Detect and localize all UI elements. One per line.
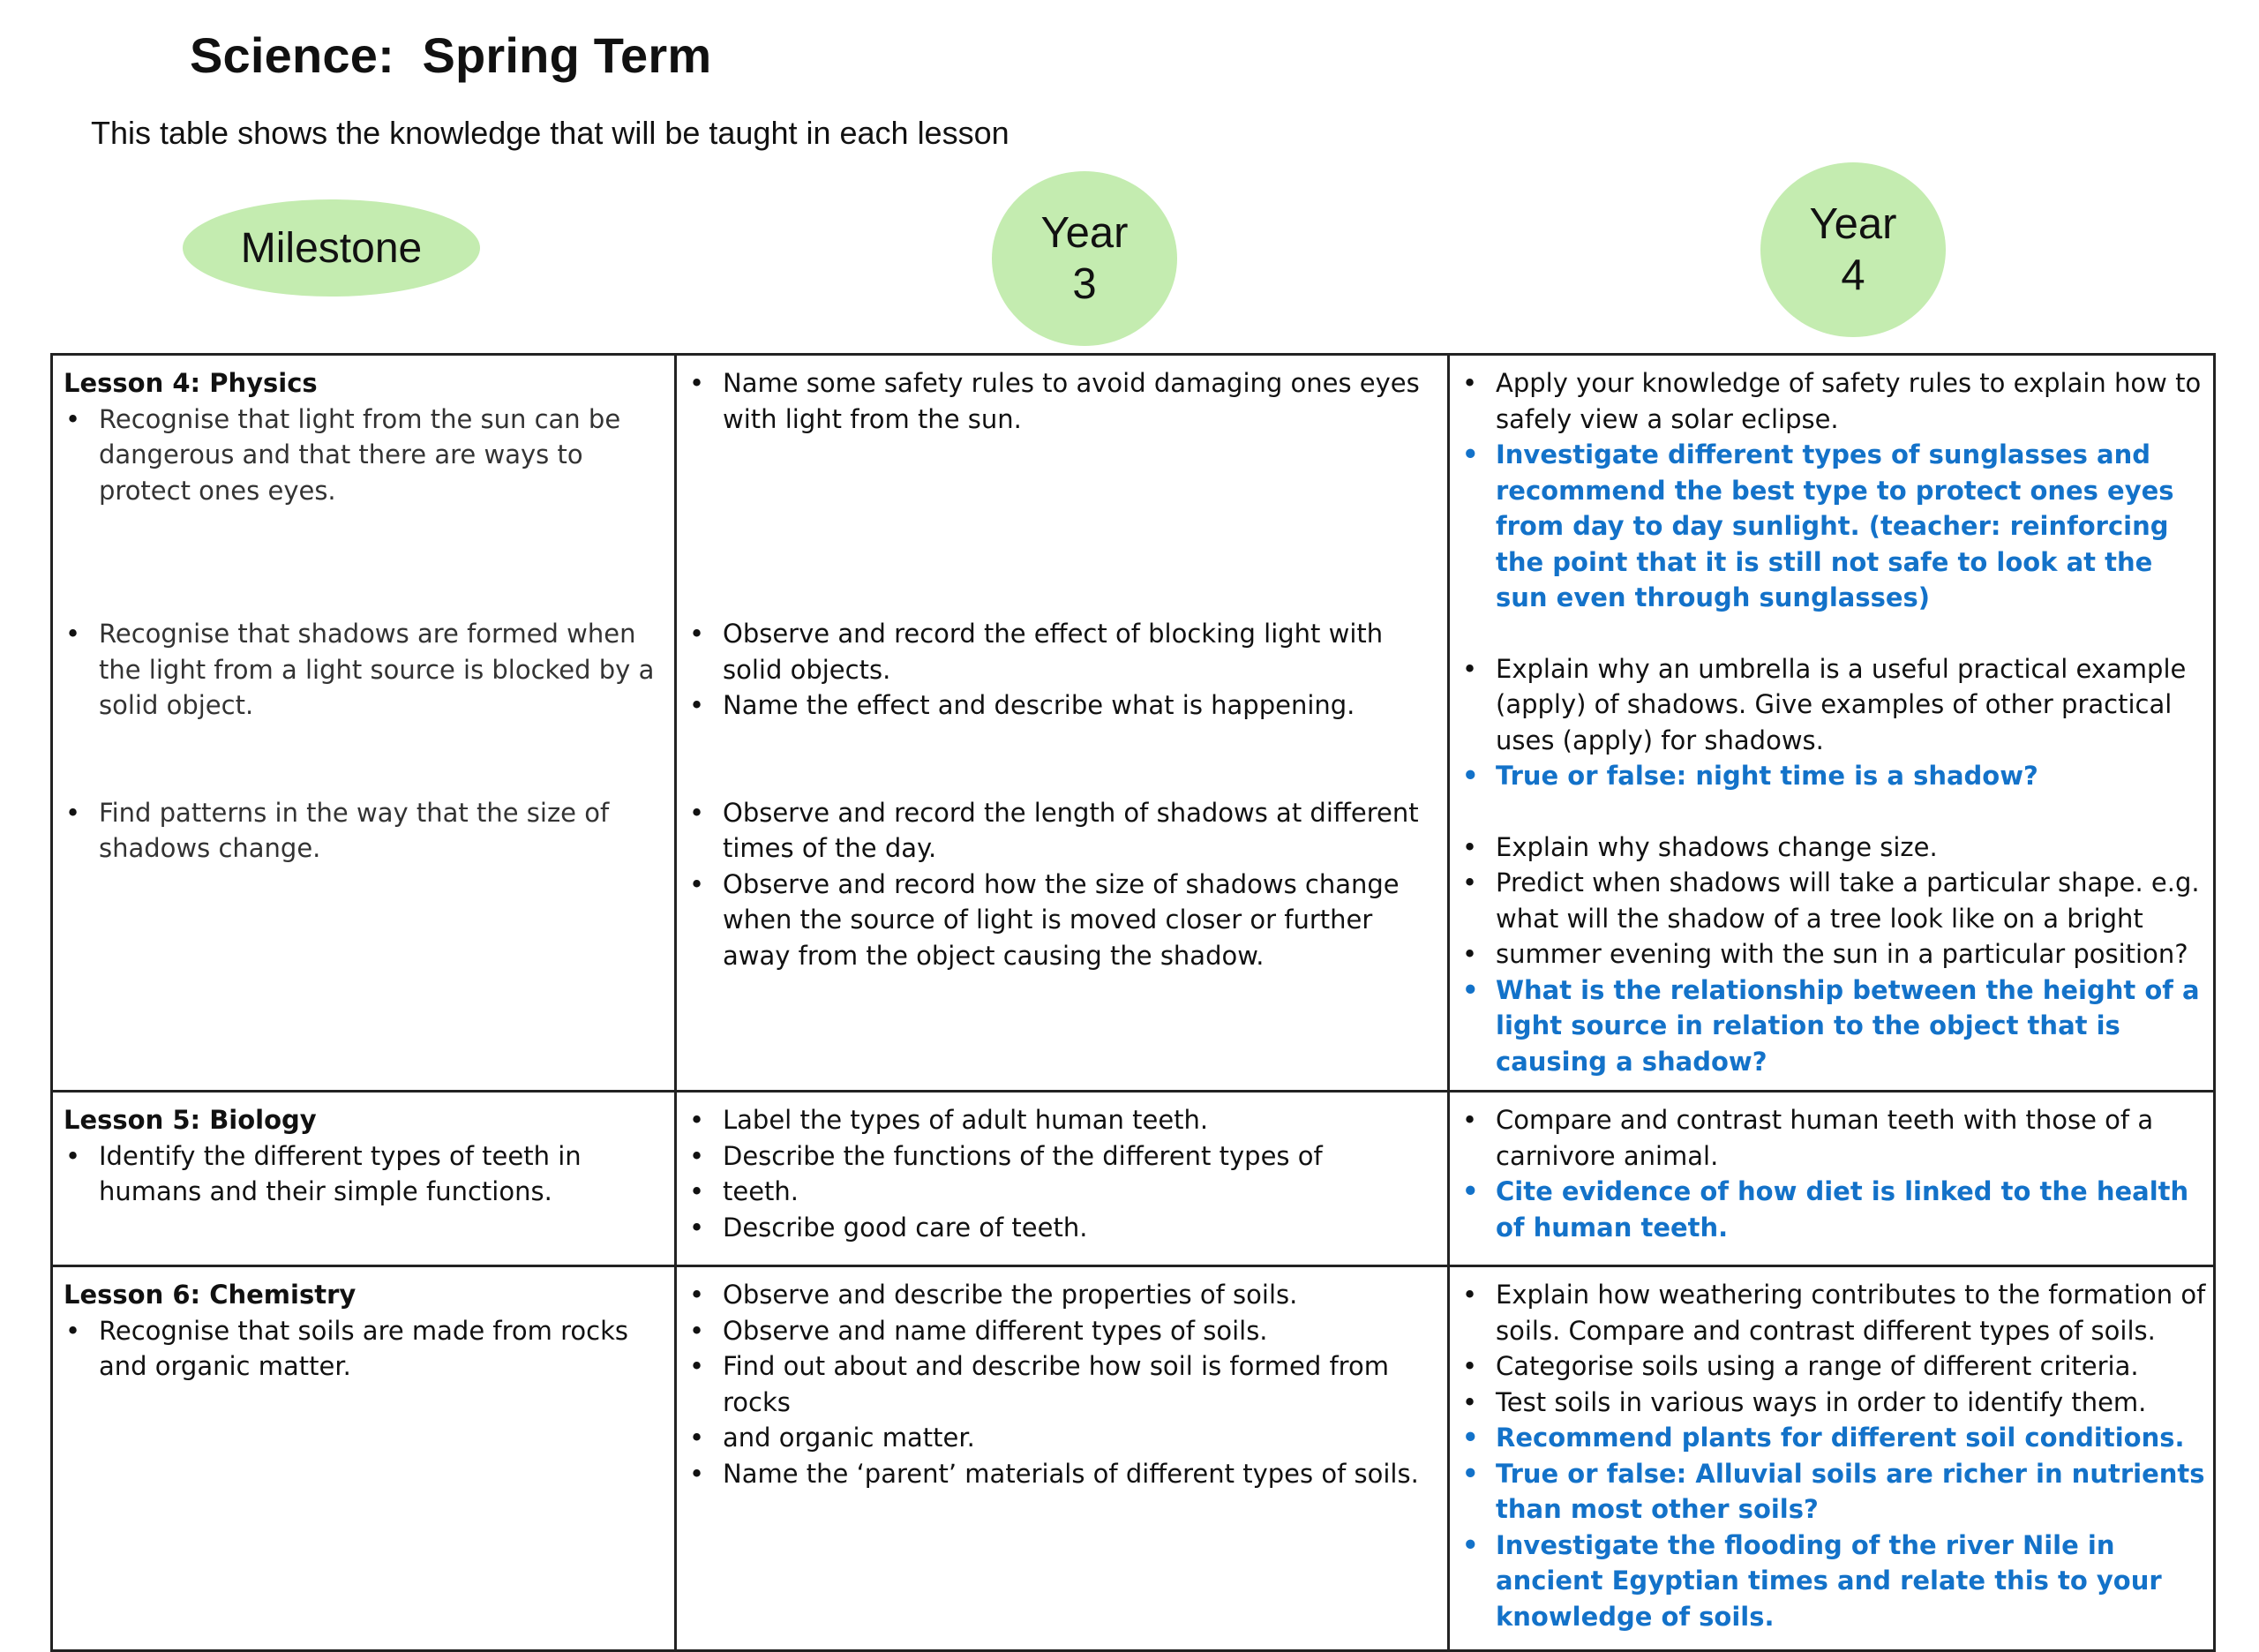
list-item-highlight: • Cite evidence of how diet is linked to the health of human teeth. xyxy=(1460,1174,2206,1245)
lesson-6-title: Lesson 6: Chemistry xyxy=(64,1280,356,1310)
lesson-6-milestone-cell xyxy=(52,1266,676,1651)
lesson-5-year-3-cell xyxy=(676,1092,1449,1266)
lesson-4-milestone-list-3 xyxy=(64,795,667,867)
lesson-4-milestone-cell xyxy=(52,355,676,1092)
lesson-5-year-4-cell xyxy=(1449,1092,2215,1266)
list-item: • Identify the different types of teeth in humans and their simple functions. xyxy=(64,1138,667,1210)
lesson-4-year-3-list-c xyxy=(687,795,1440,974)
list-item: • Observe and describe the properties of soils. xyxy=(687,1277,1440,1313)
list-item-highlight: • True or false: Alluvial soils are richer in nutrients than most other soils? xyxy=(1460,1456,2206,1528)
lesson-5-year-4-list xyxy=(1460,1102,2206,1245)
list-item: • teeth. xyxy=(687,1174,1440,1210)
list-item: • Find patterns in the way that the size of shadows change. xyxy=(64,795,667,867)
year-4-number: 4 xyxy=(1841,252,1865,299)
year-3-word: Year xyxy=(1040,209,1129,257)
list-item: • Find out about and describe how soil is formed from rocks xyxy=(687,1348,1440,1420)
list-item: • Explain why shadows change size. xyxy=(1460,830,2206,866)
knowledge-table xyxy=(50,353,2216,1652)
lesson-4-year-4-cell xyxy=(1449,355,2215,1092)
list-item: • Compare and contrast human teeth with those of a carnivore animal. xyxy=(1460,1102,2206,1174)
lesson-6-year-3-cell xyxy=(676,1266,1449,1651)
list-item-highlight: • Investigate different types of sunglasses and recommend the best type to protect ones eyes from day to day sunlight. (teacher: reinforcing the point that it is still not safe to look at the sun even through sunglasses) xyxy=(1460,437,2206,616)
lesson-5-title: Lesson 5: Biology xyxy=(64,1105,317,1135)
list-item: • Describe the functions of the different types of xyxy=(687,1138,1440,1175)
list-item: • Apply your knowledge of safety rules to explain how to safely view a solar eclipse. xyxy=(1460,365,2206,437)
list-item: • Explain why an umbrella is a useful practical example (apply) of shadows. Give examples of other practical uses (apply) for shadows. xyxy=(1460,651,2206,759)
year-3-number: 3 xyxy=(1072,260,1097,308)
list-item: • Predict when shadows will take a particular shape. e.g. what will the shadow of a tree look like on a bright xyxy=(1460,865,2206,936)
lesson-4-milestone-list-2 xyxy=(64,616,667,724)
list-item-highlight: • True or false: night time is a shadow? xyxy=(1460,758,2206,794)
list-item: • Observe and name different types of soils. xyxy=(687,1313,1440,1349)
lesson-6-year-4-cell xyxy=(1449,1266,2215,1651)
list-item: • Categorise soils using a range of different criteria. xyxy=(1460,1348,2206,1385)
lesson-4-year-4-list-b xyxy=(1460,651,2206,794)
lesson-6-milestone-list xyxy=(64,1313,667,1385)
year-4-oval xyxy=(1760,162,1946,337)
list-item: • Observe and record the effect of blocking light with solid objects. xyxy=(687,616,1440,687)
list-item: • Observe and record the length of shadows at different times of the day. xyxy=(687,795,1440,867)
table-row-lesson-5 xyxy=(52,1092,2215,1266)
list-item: • summer evening with the sun in a particular position? xyxy=(1460,936,2206,972)
lesson-6-year-4-list xyxy=(1460,1277,2206,1634)
list-item: • Name the ‘parent’ materials of different types of soils. xyxy=(687,1456,1440,1492)
list-item: • and organic matter. xyxy=(687,1420,1440,1456)
list-item-highlight: • Investigate the flooding of the river Nile in ancient Egyptian times and relate this to your knowledge of soils. xyxy=(1460,1528,2206,1635)
page-title: Science: Spring Term xyxy=(190,27,712,83)
table-row-lesson-4 xyxy=(52,355,2215,1092)
lesson-6-year-3-list xyxy=(687,1277,1440,1491)
milestone-oval xyxy=(183,199,480,297)
list-item-highlight: • Recommend plants for different soil conditions. xyxy=(1460,1420,2206,1456)
lesson-4-year-4-list-a xyxy=(1460,365,2206,616)
lesson-5-milestone-cell xyxy=(52,1092,676,1266)
lesson-4-year-4-list-c xyxy=(1460,830,2206,1080)
list-item: • Observe and record how the size of shadows change when the source of light is moved closer or further away from the object causing the shadow. xyxy=(687,867,1440,974)
lesson-4-year-3-list-b xyxy=(687,616,1440,724)
list-item: • Explain how weathering contributes to the formation of soils. Compare and contrast different types of soils. xyxy=(1460,1277,2206,1348)
list-item: • Name some safety rules to avoid damaging ones eyes with light from the sun. xyxy=(687,365,1440,437)
lesson-5-milestone-list xyxy=(64,1138,667,1210)
lesson-4-title: Lesson 4: Physics xyxy=(64,368,318,398)
lesson-4-year-3-cell xyxy=(676,355,1449,1092)
list-item-highlight: • What is the relationship between the height of a light source in relation to the object that is causing a shadow? xyxy=(1460,972,2206,1080)
table-row-lesson-6 xyxy=(52,1266,2215,1651)
milestone-label: Milestone xyxy=(240,224,423,272)
list-item: • Name the effect and describe what is happening. xyxy=(687,687,1440,724)
page-subtitle: This table shows the knowledge that will be taught in each lesson xyxy=(91,115,1009,151)
list-item: • Recognise that shadows are formed when the light from a light source is blocked by a solid object. xyxy=(64,616,667,724)
list-item: • Describe good care of teeth. xyxy=(687,1210,1440,1246)
lesson-4-milestone-list xyxy=(64,402,667,509)
list-item: • Label the types of adult human teeth. xyxy=(687,1102,1440,1138)
list-item: • Test soils in various ways in order to identify them. xyxy=(1460,1385,2206,1421)
year-3-oval xyxy=(992,171,1177,346)
lesson-4-year-3-list-a xyxy=(687,365,1440,437)
year-4-word: Year xyxy=(1809,200,1897,248)
list-item: • Recognise that light from the sun can be dangerous and that there are ways to protect ones eyes. xyxy=(64,402,667,509)
lesson-5-year-3-list xyxy=(687,1102,1440,1245)
list-item: • Recognise that soils are made from rocks and organic matter. xyxy=(64,1313,667,1385)
